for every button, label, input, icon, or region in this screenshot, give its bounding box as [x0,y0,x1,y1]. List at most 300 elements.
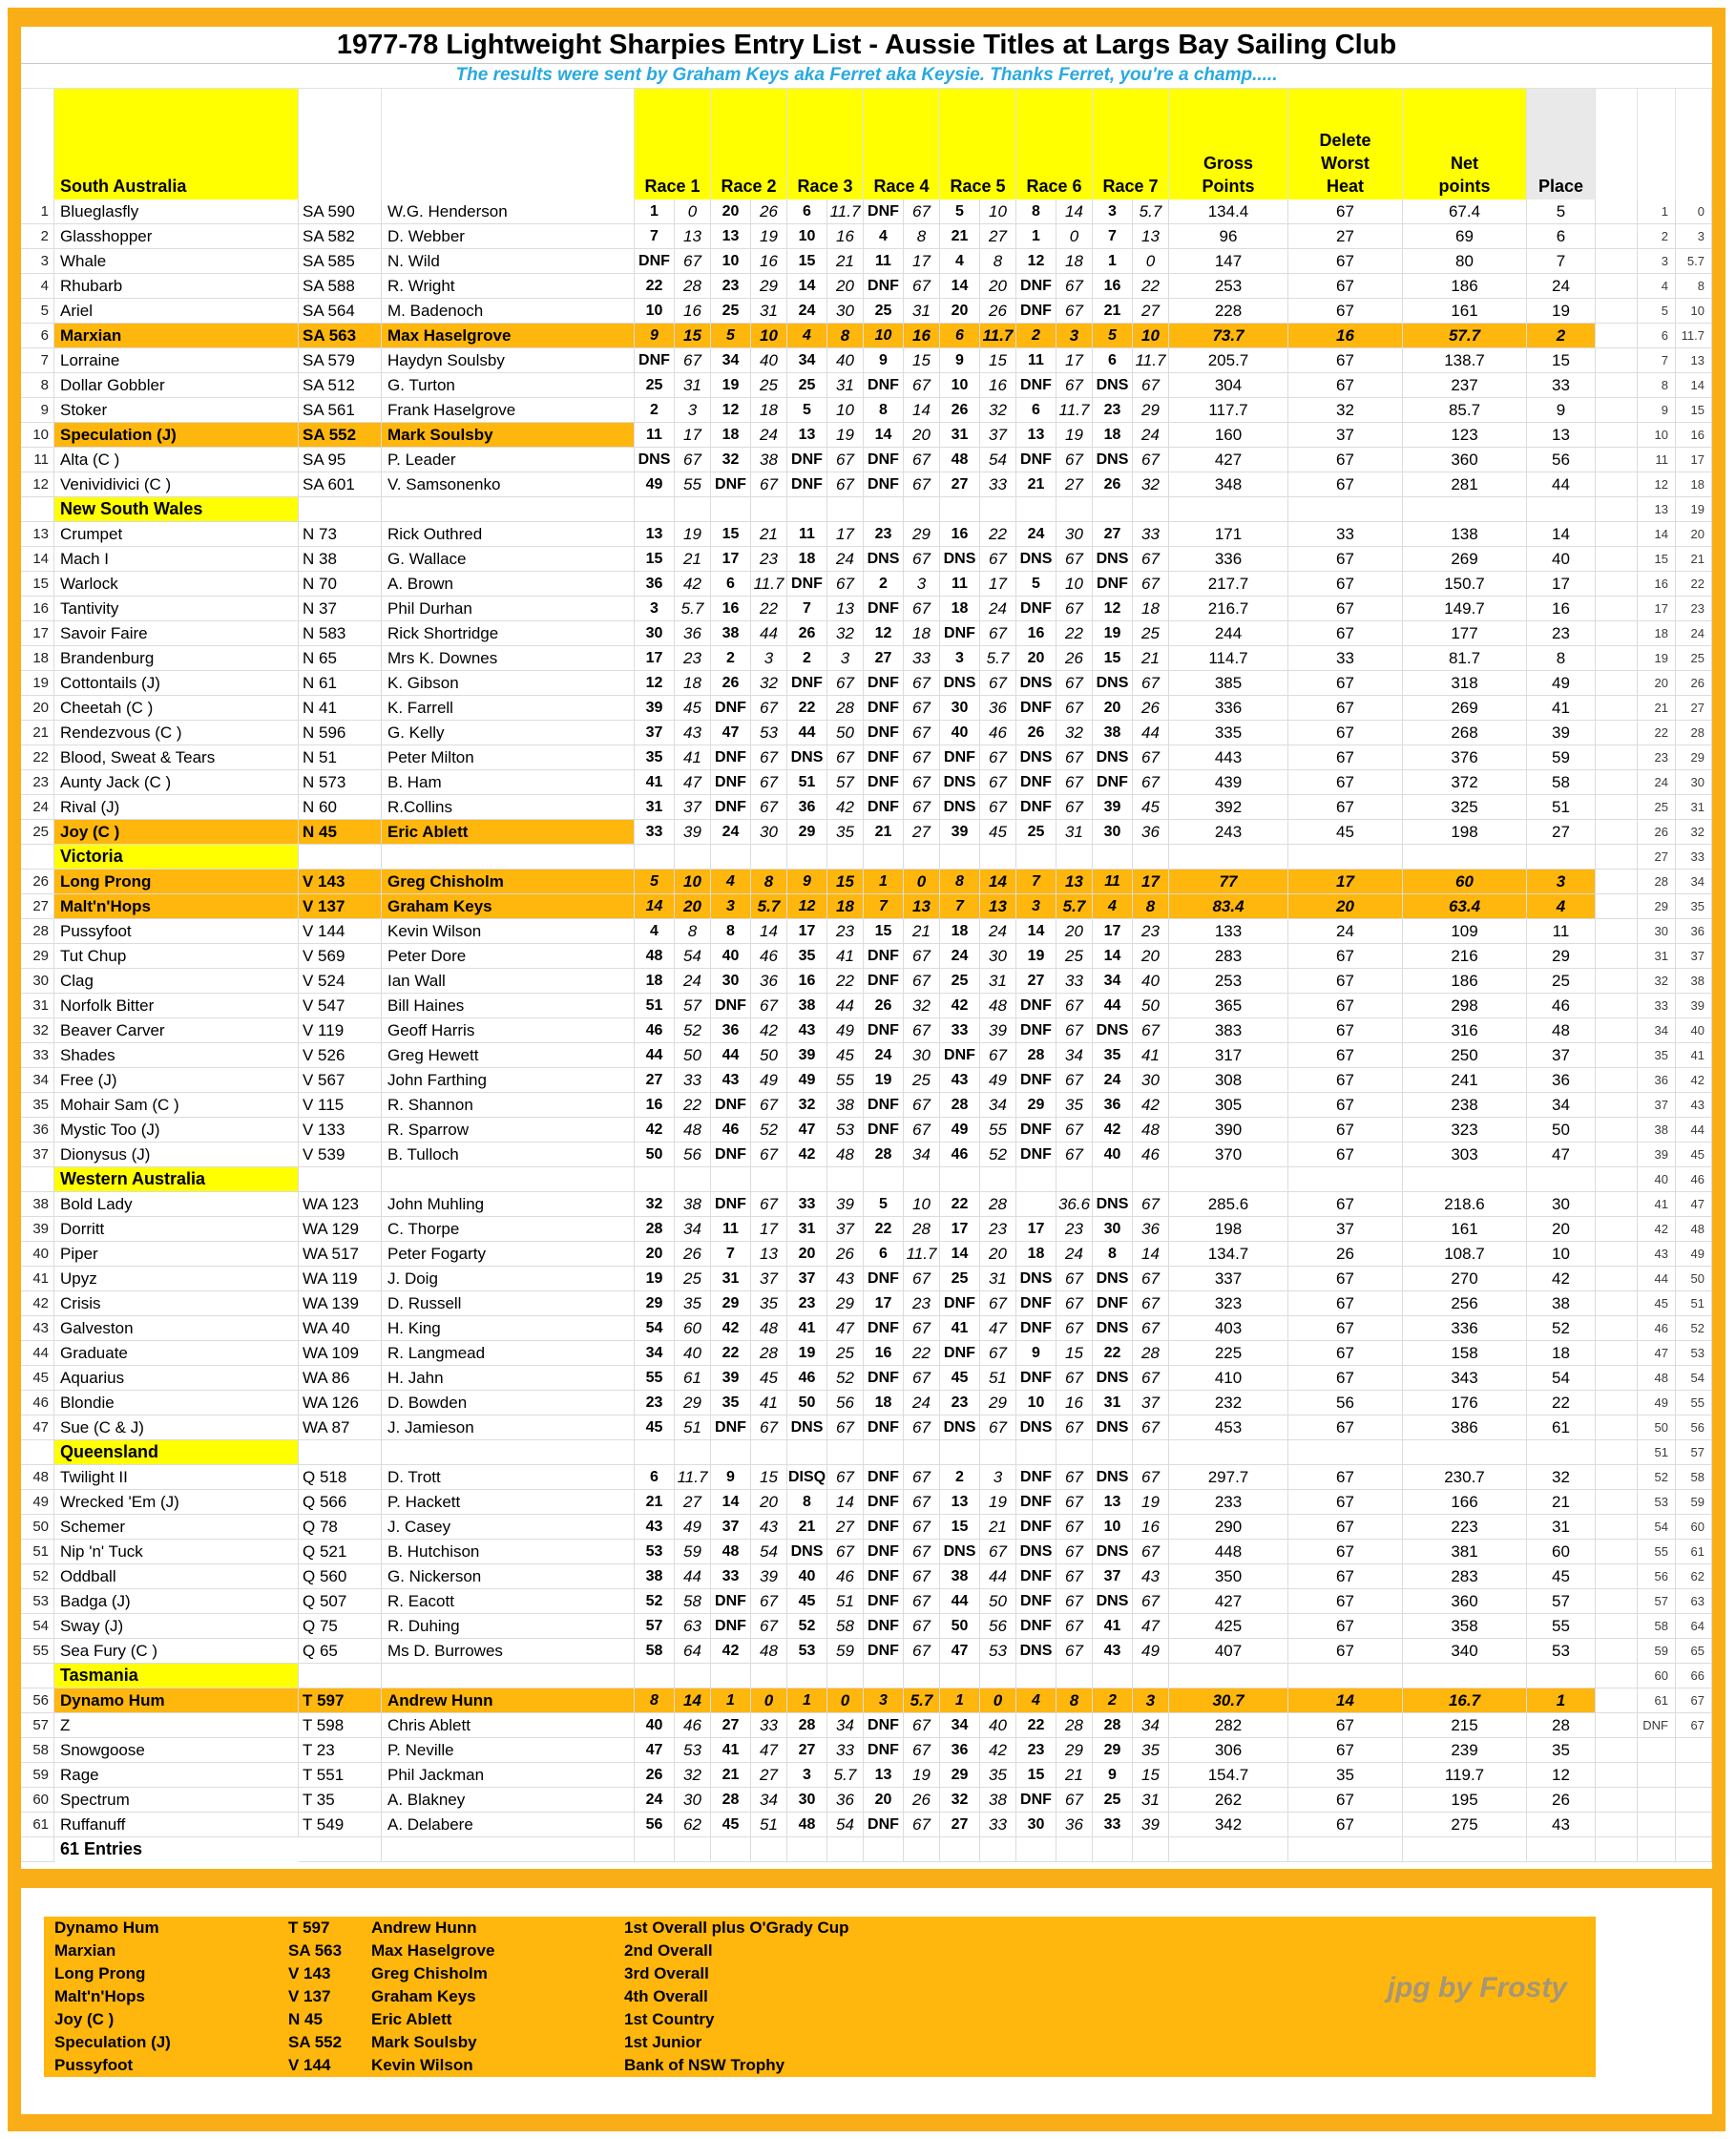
spacer-cell [1596,1515,1638,1540]
row-number-cell: 20 [21,696,54,721]
race-points-cell: 67 [904,1813,940,1837]
scoring-points-cell: 29 [1676,745,1712,770]
worst-heat-cell [1288,1837,1403,1862]
spacer-cell [1596,1490,1638,1515]
race-place-cell: 28 [711,1788,751,1813]
race-points-cell: 13 [827,597,864,621]
net-points-cell: 119.7 [1403,1763,1527,1788]
boat-name-cell: Mystic Too (J) [54,1118,299,1143]
final-place-cell: 51 [1527,795,1596,820]
race-place-cell: 48 [940,448,980,472]
worst-heat-cell: 67 [1288,1639,1403,1664]
skipper-cell: M. Badenoch [382,299,635,324]
race-points-cell: 3 [827,646,864,671]
sail-number-cell: WA 129 [299,1217,382,1242]
spacer-cell [1596,199,1638,224]
final-place-cell: 55 [1527,1614,1596,1639]
race-place-cell [787,497,827,522]
race-place-cell: 7 [787,597,827,621]
row-number-cell: 17 [21,621,54,646]
net-points-cell: 250 [1403,1043,1527,1068]
final-place-cell: 3 [1527,870,1596,894]
race-place-cell: 36 [635,572,675,597]
race-points-cell: 16 [1056,1391,1093,1416]
race-place-cell: 36 [1093,1093,1133,1118]
delete-worst-heat-header [1288,89,1403,199]
race-points-cell: 67 [1133,671,1169,696]
worst-heat-cell: 14 [1288,1688,1403,1713]
race-points-cell: 41 [827,944,864,969]
race-place-cell: 24 [787,299,827,324]
race-points-cell: 30 [751,820,787,845]
race-points-cell: 14 [827,1490,864,1515]
worst-heat-cell: 37 [1288,1217,1403,1242]
race-place-cell: 57 [635,1614,675,1639]
race-points-cell: 0 [751,1688,787,1713]
sail-number-cell: N 37 [299,597,382,621]
race-points-cell: 20 [980,1242,1016,1267]
race-points-cell: 62 [675,1813,711,1837]
scoring-place-cell: 46 [1638,1316,1676,1341]
boat-name-cell: Dollar Gobbler [54,373,299,398]
race-points-cell: 67 [904,1540,940,1564]
race-place-cell: 21 [711,1763,751,1788]
scoring-points-cell: 45 [1676,1143,1712,1167]
race-place-cell: 18 [864,1391,904,1416]
sail-number-cell: N 41 [299,696,382,721]
worst-heat-cell: 67 [1288,1192,1403,1217]
boat-name-cell: Snowgoose [54,1738,299,1763]
race-place-cell: 6 [864,1242,904,1267]
race-points-cell: 49 [675,1515,711,1540]
race-place-cell: 49 [635,472,675,497]
race-place-cell: DNS [1016,671,1056,696]
skipper-cell: W.G. Henderson [382,199,635,224]
race-place-cell: 40 [1093,1143,1133,1167]
gross-points-cell: 160 [1169,423,1288,448]
race-place-cell: 41 [711,1738,751,1763]
race-place-cell: DNF [940,745,980,770]
race-place-cell [864,845,904,870]
race-place-cell: 23 [1093,398,1133,423]
race-place-cell: 23 [635,1391,675,1416]
race-place-cell: 33 [787,1192,827,1217]
race-place-cell: 2 [940,1465,980,1490]
final-place-cell: 9 [1527,398,1596,423]
race-points-cell: 52 [827,1366,864,1391]
race-place-cell: 14 [1093,944,1133,969]
scoring-place-cell: 41 [1638,1192,1676,1217]
race-points-cell: 67 [1056,1018,1093,1043]
row-number-cell: 29 [21,944,54,969]
race-points-cell: 15 [751,1465,787,1490]
final-place-cell: 53 [1527,1639,1596,1664]
table-row [21,770,1712,795]
race-points-cell: 67 [1056,597,1093,621]
race-place-cell: DNS [1016,1267,1056,1291]
award-sail-number: N 45 [288,2010,323,2028]
race-points-cell: 32 [675,1763,711,1788]
delete-worst-label: Delete [1319,131,1371,150]
race-points-cell: 67 [1056,1589,1093,1614]
race-place-cell: 42 [1093,1118,1133,1143]
race-header-label: Race 3 [797,177,853,196]
race-place-cell: DNS [940,1416,980,1440]
race-points-cell: 67 [1133,1366,1169,1391]
race-points-cell: 63 [675,1614,711,1639]
sail-number-cell [299,1440,382,1465]
race-points-cell: 67 [827,745,864,770]
sail-number-cell: N 45 [299,820,382,845]
race-points-cell: 34 [980,1093,1016,1118]
race-place-cell: 9 [1093,1763,1133,1788]
race-points-cell: 3 [675,398,711,423]
net-points-cell: 256 [1403,1291,1527,1316]
race-place-cell: 29 [1016,1093,1056,1118]
table-row [21,1465,1712,1490]
skipper-cell: A. Delabere [382,1813,635,1837]
boat-name-cell: Galveston [54,1316,299,1341]
race-points-cell: 15 [1056,1341,1093,1366]
boat-name-cell: Sea Fury (C ) [54,1639,299,1664]
net-points-cell [1403,497,1527,522]
worst-heat-cell: 32 [1288,398,1403,423]
race-points-cell: 17 [980,572,1016,597]
race-place-cell: 2 [864,572,904,597]
race-points-cell: 35 [1056,1093,1093,1118]
scoring-place-cell: 33 [1638,994,1676,1018]
race-place-cell: 20 [635,1242,675,1267]
boat-name-cell: Aunty Jack (C ) [54,770,299,795]
race-points-cell: 67 [827,1465,864,1490]
race-points-cell: 21 [904,919,940,944]
race-place-cell: DNF [864,1589,904,1614]
race-place-cell: 35 [1093,1043,1133,1068]
sail-number-cell: Q 521 [299,1540,382,1564]
awards-panel [44,1917,1596,2077]
scoring-place-cell: 60 [1638,1664,1676,1688]
race-place-cell: DNF [864,1018,904,1043]
skipper-cell: R. Langmead [382,1341,635,1366]
race-place-cell: DNF [1016,696,1056,721]
race-points-cell [1133,1837,1169,1862]
boat-name-cell: Dorritt [54,1217,299,1242]
sail-number-cell: V 119 [299,1018,382,1043]
table-row [21,249,1712,274]
award-sail-number: SA 552 [288,2033,343,2051]
race-place-cell: 25 [711,299,751,324]
race-place-cell: 38 [635,1564,675,1589]
race-place-cell: DNF [864,1713,904,1738]
boat-name-cell: Z [54,1713,299,1738]
final-place-cell: 40 [1527,547,1596,572]
spacer-cell [1596,919,1638,944]
race-points-cell: 67 [827,472,864,497]
race-points-cell: 13 [1133,224,1169,249]
race-points-cell: 48 [751,1316,787,1341]
race-points-cell: 50 [751,1043,787,1068]
gross-points-label: Gross [1203,154,1254,173]
race-place-cell: 24 [635,1788,675,1813]
race-points-cell: 43 [751,1515,787,1540]
scoring-place-cell: DNF [1638,1713,1676,1738]
race-points-cell: 23 [751,547,787,572]
race-place-cell: 18 [711,423,751,448]
race-points-cell: 51 [980,1366,1016,1391]
scoring-place-cell: 1 [1638,199,1676,224]
spacer-cell [1596,1366,1638,1391]
row-number-cell: 9 [21,398,54,423]
race-place-cell: DNS [787,745,827,770]
scoring-points-cell: 62 [1676,1564,1712,1589]
race-points-cell: 28 [675,274,711,299]
race-place-cell: 3 [787,1763,827,1788]
race-points-cell: 67 [751,1093,787,1118]
scoring-place-cell: 40 [1638,1167,1676,1192]
race-points-cell: 40 [827,348,864,373]
skipper-cell: K. Farrell [382,696,635,721]
gross-points-cell: 305 [1169,1093,1288,1118]
race-points-cell: 60 [675,1316,711,1341]
race-points-cell: 11.7 [1056,398,1093,423]
race-points-cell [827,1440,864,1465]
worst-heat-cell: 24 [1288,919,1403,944]
race-points-cell: 25 [904,1068,940,1093]
race-place-cell: 42 [711,1639,751,1664]
race-points-cell: 67 [1133,448,1169,472]
race-place-cell [711,1440,751,1465]
race-place-cell: DNF [635,249,675,274]
race-points-cell: 3 [1133,1688,1169,1713]
race-points-cell: 5.7 [1056,894,1093,919]
net-points-cell: 239 [1403,1738,1527,1763]
race-place-cell: DNS [940,671,980,696]
race-points-cell: 42 [980,1738,1016,1763]
race-points-cell: 44 [1133,721,1169,745]
race-points-cell: 23 [904,1291,940,1316]
award-title: 1st Country [624,2010,715,2028]
race-place-cell: 29 [635,1291,675,1316]
sail-number-cell: Q 560 [299,1564,382,1589]
skipper-cell: P. Neville [382,1738,635,1763]
boat-name-cell: Upyz [54,1267,299,1291]
worst-heat-cell: 67 [1288,1416,1403,1440]
race-points-cell: 18 [1133,597,1169,621]
race-place-cell: 34 [711,348,751,373]
race-points-cell: 3 [904,572,940,597]
race-points-cell: 67 [1056,770,1093,795]
race-place-cell: 43 [787,1018,827,1043]
race-place-cell [635,1664,675,1688]
race-points-cell: 8 [1056,1688,1093,1713]
race-place-cell: 49 [940,1118,980,1143]
final-place-cell: 39 [1527,721,1596,745]
race-place-cell: 47 [787,1118,827,1143]
race-place-cell: DNF [711,1093,751,1118]
boat-name-cell: Tantivity [54,597,299,621]
race-points-cell [980,497,1016,522]
skipper-cell: Kevin Wilson [382,919,635,944]
race-place-cell: 41 [787,1316,827,1341]
row-number-cell [21,497,54,522]
race-place-cell: 25 [1016,820,1056,845]
row-number-cell: 11 [21,448,54,472]
race-place-cell: 39 [940,820,980,845]
race-place-cell: DNF [864,1316,904,1341]
race-place-cell: DNF [864,944,904,969]
worst-heat-cell [1288,1664,1403,1688]
race-place-cell: 38 [940,1564,980,1589]
race-points-cell: 46 [827,1564,864,1589]
race-place-cell: 7 [711,1242,751,1267]
net-points-cell: 16.7 [1403,1688,1527,1713]
race-points-cell: 10 [1133,324,1169,348]
race-place-cell: 35 [711,1391,751,1416]
race-points-cell: 51 [751,1813,787,1837]
row-number-cell: 43 [21,1316,54,1341]
scoring-points-cell: 48 [1676,1217,1712,1242]
final-place-cell: 59 [1527,745,1596,770]
race-place-cell: DNF [864,1465,904,1490]
worst-heat-cell: 33 [1288,522,1403,547]
race-place-cell: 26 [635,1763,675,1788]
scoring-points-cell: 8 [1676,274,1712,299]
race-points-cell [827,497,864,522]
row-number-cell: 48 [21,1465,54,1490]
boat-name-cell: Lorraine [54,348,299,373]
race-points-cell [904,1664,940,1688]
race-place-cell [1093,1664,1133,1688]
row-number-cell [21,1837,54,1862]
race-points-cell: 67 [675,448,711,472]
scoring-place-cell: 6 [1638,324,1676,348]
spacer-cell [1596,472,1638,497]
skipper-cell: D. Bowden [382,1391,635,1416]
gross-points-cell: 337 [1169,1267,1288,1291]
row-number-header [21,89,54,199]
race-points-cell: 56 [980,1614,1016,1639]
race-place-cell [864,1837,904,1862]
skipper-cell: Phil Jackman [382,1763,635,1788]
race-points-cell: 48 [675,1118,711,1143]
sail-number-cell: WA 40 [299,1316,382,1341]
sail-number-cell: SA 512 [299,373,382,398]
row-number-cell: 4 [21,274,54,299]
gross-points-cell: 448 [1169,1540,1288,1564]
race-points-cell: 22 [751,597,787,621]
award-row [44,1962,1596,1985]
race-place-cell: 1 [864,870,904,894]
worst-heat-cell: 67 [1288,770,1403,795]
sail-number-cell: N 61 [299,671,382,696]
race-place-cell: DNF [864,1515,904,1540]
skipper-cell [382,845,635,870]
scoring-place-cell: 32 [1638,969,1676,994]
scoring-points-cell: 5.7 [1676,249,1712,274]
final-place-cell: 41 [1527,696,1596,721]
race-place-cell: DNF [1016,1465,1056,1490]
skipper-cell: D. Trott [382,1465,635,1490]
race-points-cell: 67 [1056,547,1093,572]
race-points-cell: 18 [827,894,864,919]
scoring-points-cell: 60 [1676,1515,1712,1540]
race-place-cell: 39 [787,1043,827,1068]
sail-number-cell: Q 518 [299,1465,382,1490]
race-points-cell: 67 [980,1341,1016,1366]
race-place-cell: 1 [940,1688,980,1713]
worst-heat-cell: 67 [1288,1515,1403,1540]
final-place-cell: 16 [1527,597,1596,621]
race-place-cell: DNF [1093,572,1133,597]
race-place-cell: 15 [864,919,904,944]
race-points-cell: 54 [675,944,711,969]
race-points-cell: 14 [1056,199,1093,224]
final-place-cell: 17 [1527,572,1596,597]
table-row [21,324,1712,348]
sail-number-cell: N 73 [299,522,382,547]
race-points-cell: 19 [904,1763,940,1788]
race-place-cell [864,497,904,522]
net-points-cell: 85.7 [1403,398,1527,423]
race-points-cell: 13 [751,1242,787,1267]
final-place-cell: 38 [1527,1291,1596,1316]
race-points-cell: 45 [675,696,711,721]
race-place-cell: 44 [1093,994,1133,1018]
table-row [21,1589,1712,1614]
race-points-cell: 67 [904,795,940,820]
race-place-cell [787,1167,827,1192]
row-number-cell: 14 [21,547,54,572]
race-points-cell: 67 [904,1713,940,1738]
boat-name-cell: Dynamo Hum [54,1688,299,1713]
page-title: 1977-78 Lightweight Sharpies Entry List - Aussie Titles at Largs Bay Sailing Club [21,27,1712,64]
worst-heat-cell [1288,1167,1403,1192]
race-place-cell: 11 [1093,870,1133,894]
race-points-cell: 42 [675,572,711,597]
skipper-cell: Haydyn Soulsby [382,348,635,373]
table-row [21,671,1712,696]
race-points-cell: 67 [904,1316,940,1341]
net-points-cell: 241 [1403,1068,1527,1093]
race-points-cell: 53 [675,1738,711,1763]
race-points-cell: 17 [751,1217,787,1242]
net-points-cell: 123 [1403,423,1527,448]
boat-name-cell: Brandenburg [54,646,299,671]
spacer-cell [1596,1167,1638,1192]
sail-number-cell [299,497,382,522]
race-points-cell: 67 [980,671,1016,696]
race-points-cell: 45 [827,1043,864,1068]
race-place-cell: 38 [711,621,751,646]
gross-points-cell: 133 [1169,919,1288,944]
sail-number-cell: V 524 [299,969,382,994]
row-number-cell: 24 [21,795,54,820]
race-place-cell: DNS [1093,448,1133,472]
race-points-cell: 54 [827,1813,864,1837]
scoring-points-cell: 39 [1676,994,1712,1018]
gross-points-cell: 225 [1169,1341,1288,1366]
race-place-cell: DNF [1016,1291,1056,1316]
race-place-cell: 27 [864,646,904,671]
sail-number-cell: N 596 [299,721,382,745]
race-place-cell: DNS [940,547,980,572]
boat-name-cell: Mach I [54,547,299,572]
scoring-place-cell: 48 [1638,1366,1676,1391]
race-points-cell: 36 [827,1788,864,1813]
race-place-cell: 14 [711,1490,751,1515]
race-place-cell: 4 [1016,1688,1056,1713]
race-points-cell: 3 [1056,324,1093,348]
